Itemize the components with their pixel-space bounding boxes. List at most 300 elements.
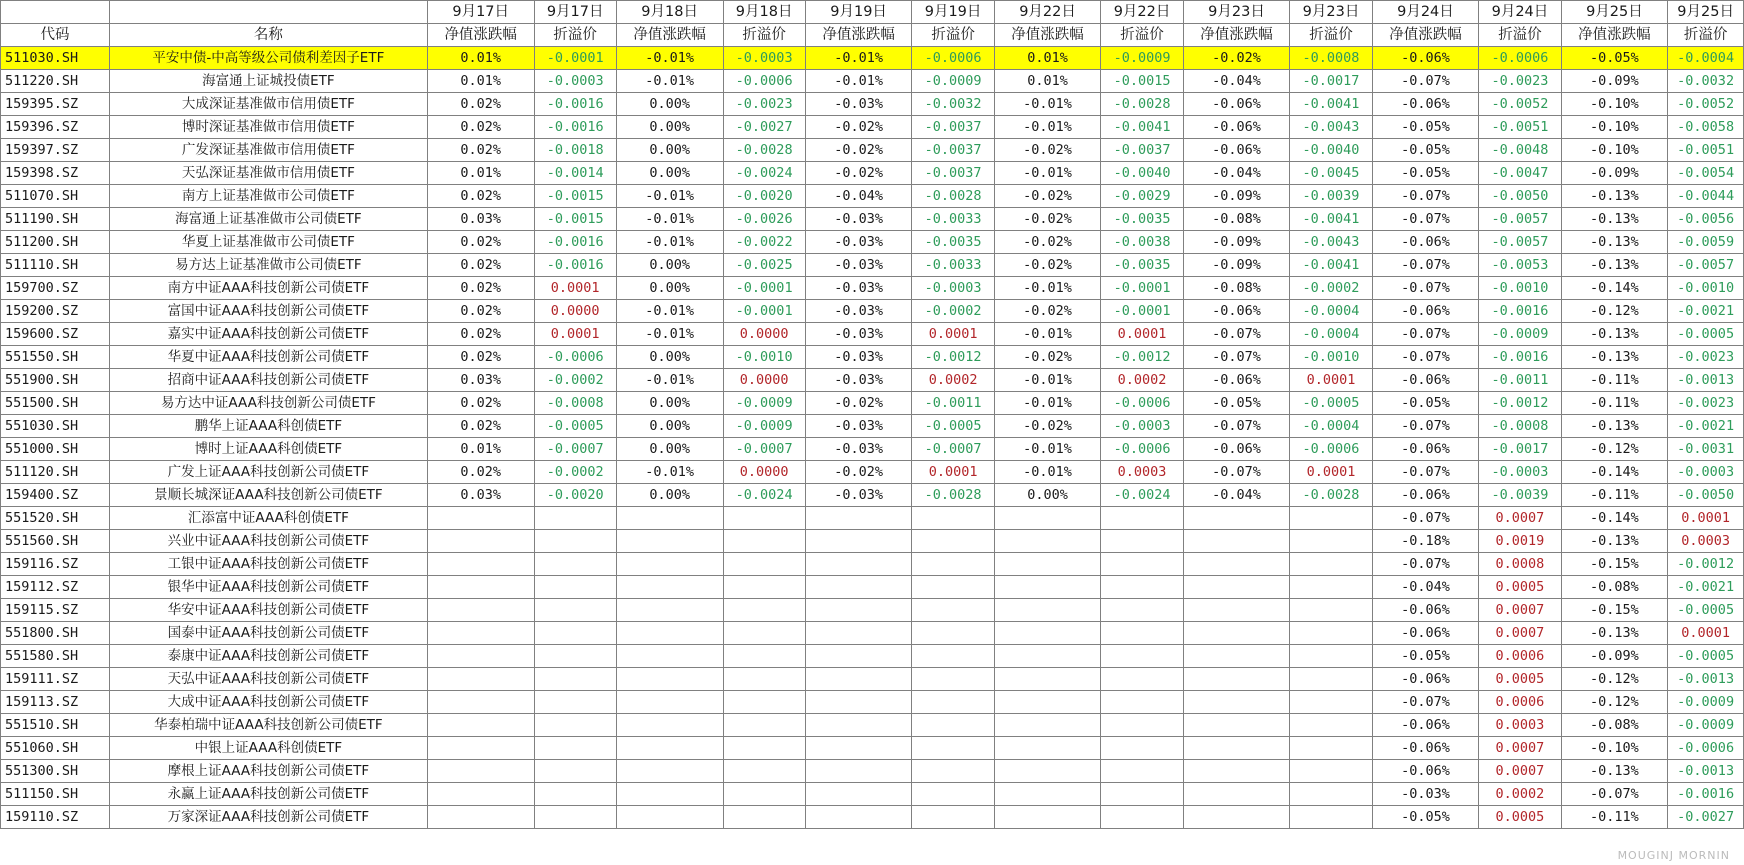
cell-nav-change[interactable] <box>616 507 723 530</box>
cell-nav-change[interactable] <box>427 760 534 783</box>
cell-nav-change[interactable] <box>427 553 534 576</box>
cell-nav-change[interactable] <box>1183 806 1290 829</box>
cell-premium[interactable] <box>1101 530 1183 553</box>
table-row[interactable] <box>1 783 1744 806</box>
cell-premium[interactable]: -0.0008 <box>1479 415 1561 438</box>
cell-nav-change[interactable]: -0.06% <box>1183 438 1290 461</box>
cell-premium[interactable] <box>723 645 805 668</box>
cell-premium[interactable]: -0.0005 <box>1668 599 1744 622</box>
cell-fund-name[interactable]: 鹏华上证AAA科创债ETF <box>109 415 427 438</box>
cell-premium[interactable]: -0.0041 <box>1290 254 1372 277</box>
cell-nav-change[interactable]: 0.01% <box>427 438 534 461</box>
cell-nav-change[interactable]: -0.07% <box>1372 254 1479 277</box>
cell-premium[interactable] <box>723 622 805 645</box>
cell-premium[interactable]: -0.0028 <box>1101 93 1183 116</box>
cell-fund-name[interactable]: 华夏中证AAA科技创新公司债ETF <box>109 346 427 369</box>
cell-nav-change[interactable] <box>616 783 723 806</box>
cell-nav-change[interactable]: -0.15% <box>1561 599 1668 622</box>
column-header-premium[interactable]: 折溢价 <box>912 24 994 47</box>
cell-premium[interactable]: -0.0002 <box>534 461 616 484</box>
table-row[interactable] <box>1 507 1744 530</box>
cell-code[interactable]: 159600.SZ <box>1 323 110 346</box>
cell-premium[interactable]: -0.0033 <box>912 254 994 277</box>
cell-premium[interactable] <box>1101 507 1183 530</box>
cell-premium[interactable]: 0.0000 <box>723 461 805 484</box>
cell-fund-name[interactable]: 广发上证AAA科技创新公司债ETF <box>109 461 427 484</box>
column-header-date[interactable]: 9月24日 <box>1479 1 1561 24</box>
cell-nav-change[interactable]: -0.07% <box>1372 461 1479 484</box>
cell-premium[interactable]: -0.0006 <box>723 70 805 93</box>
cell-premium[interactable]: -0.0051 <box>1479 116 1561 139</box>
cell-nav-change[interactable]: -0.08% <box>1183 277 1290 300</box>
cell-nav-change[interactable]: -0.06% <box>1372 231 1479 254</box>
cell-nav-change[interactable]: -0.03% <box>805 369 912 392</box>
cell-premium[interactable] <box>723 507 805 530</box>
cell-premium[interactable] <box>1290 622 1372 645</box>
cell-code[interactable]: 551300.SH <box>1 760 110 783</box>
cell-fund-name[interactable]: 华泰柏瑞中证AAA科技创新公司债ETF <box>109 714 427 737</box>
cell-premium[interactable]: -0.0010 <box>723 346 805 369</box>
cell-premium[interactable]: -0.0028 <box>912 185 994 208</box>
cell-premium[interactable]: -0.0007 <box>912 438 994 461</box>
cell-nav-change[interactable]: 0.02% <box>427 461 534 484</box>
cell-nav-change[interactable]: -0.11% <box>1561 392 1668 415</box>
cell-nav-change[interactable]: -0.07% <box>1372 185 1479 208</box>
cell-premium[interactable] <box>912 806 994 829</box>
cell-premium[interactable]: 0.0008 <box>1479 553 1561 576</box>
cell-premium[interactable]: -0.0002 <box>912 300 994 323</box>
cell-premium[interactable]: -0.0043 <box>1290 231 1372 254</box>
table-row[interactable] <box>1 392 1744 415</box>
cell-code[interactable]: 159116.SZ <box>1 553 110 576</box>
cell-premium[interactable]: 0.0007 <box>1479 507 1561 530</box>
cell-premium[interactable]: -0.0025 <box>723 254 805 277</box>
cell-premium[interactable]: 0.0003 <box>1101 461 1183 484</box>
cell-nav-change[interactable] <box>1183 714 1290 737</box>
cell-nav-change[interactable]: -0.06% <box>1183 369 1290 392</box>
cell-premium[interactable]: -0.0057 <box>1668 254 1744 277</box>
cell-nav-change[interactable]: -0.06% <box>1372 300 1479 323</box>
column-header-date[interactable]: 9月24日 <box>1372 1 1479 24</box>
cell-nav-change[interactable]: -0.02% <box>805 139 912 162</box>
cell-fund-name[interactable]: 银华中证AAA科技创新公司债ETF <box>109 576 427 599</box>
cell-nav-change[interactable] <box>616 806 723 829</box>
cell-fund-name[interactable]: 天弘深证基准做市信用债ETF <box>109 162 427 185</box>
cell-code[interactable]: 159400.SZ <box>1 484 110 507</box>
cell-nav-change[interactable]: -0.01% <box>994 438 1101 461</box>
cell-premium[interactable]: -0.0005 <box>1668 323 1744 346</box>
cell-premium[interactable]: -0.0013 <box>1668 668 1744 691</box>
cell-nav-change[interactable]: -0.10% <box>1561 93 1668 116</box>
cell-nav-change[interactable]: -0.05% <box>1372 645 1479 668</box>
cell-nav-change[interactable] <box>994 553 1101 576</box>
cell-nav-change[interactable]: -0.05% <box>1372 806 1479 829</box>
cell-code[interactable]: 159200.SZ <box>1 300 110 323</box>
cell-fund-name[interactable]: 南方中证AAA科技创新公司债ETF <box>109 277 427 300</box>
cell-nav-change[interactable] <box>427 507 534 530</box>
cell-nav-change[interactable] <box>1183 507 1290 530</box>
cell-nav-change[interactable] <box>616 599 723 622</box>
cell-code[interactable]: 159395.SZ <box>1 93 110 116</box>
cell-premium[interactable] <box>912 599 994 622</box>
cell-premium[interactable]: -0.0004 <box>1290 415 1372 438</box>
column-header-date[interactable]: 9月23日 <box>1290 1 1372 24</box>
cell-nav-change[interactable] <box>994 806 1101 829</box>
cell-premium[interactable]: 0.0001 <box>1101 323 1183 346</box>
cell-nav-change[interactable] <box>1183 737 1290 760</box>
cell-nav-change[interactable]: -0.03% <box>805 415 912 438</box>
table-row[interactable] <box>1 300 1744 323</box>
cell-nav-change[interactable]: -0.01% <box>994 392 1101 415</box>
cell-nav-change[interactable]: -0.13% <box>1561 208 1668 231</box>
cell-premium[interactable]: 0.0002 <box>912 369 994 392</box>
cell-premium[interactable]: -0.0033 <box>912 208 994 231</box>
cell-nav-change[interactable]: 0.02% <box>427 93 534 116</box>
cell-nav-change[interactable]: -0.06% <box>1183 93 1290 116</box>
cell-nav-change[interactable]: -0.02% <box>994 346 1101 369</box>
cell-premium[interactable]: -0.0028 <box>912 484 994 507</box>
cell-code[interactable]: 159110.SZ <box>1 806 110 829</box>
table-row[interactable] <box>1 691 1744 714</box>
cell-fund-name[interactable]: 博时深证基准做市信用债ETF <box>109 116 427 139</box>
cell-premium[interactable]: -0.0037 <box>912 139 994 162</box>
cell-premium[interactable] <box>723 737 805 760</box>
cell-nav-change[interactable] <box>1183 691 1290 714</box>
cell-premium[interactable] <box>1290 599 1372 622</box>
cell-premium[interactable] <box>534 576 616 599</box>
cell-nav-change[interactable]: -0.02% <box>1183 47 1290 70</box>
cell-nav-change[interactable]: -0.13% <box>1561 622 1668 645</box>
column-header-name[interactable]: 名称 <box>109 24 427 47</box>
cell-premium[interactable]: 0.0003 <box>1668 530 1744 553</box>
cell-premium[interactable]: 0.0001 <box>534 323 616 346</box>
cell-nav-change[interactable]: 0.01% <box>994 70 1101 93</box>
cell-nav-change[interactable]: -0.07% <box>1372 70 1479 93</box>
cell-nav-change[interactable]: -0.13% <box>1561 254 1668 277</box>
column-header-date[interactable]: 9月17日 <box>427 1 534 24</box>
cell-nav-change[interactable]: -0.01% <box>994 369 1101 392</box>
table-row[interactable] <box>1 47 1744 70</box>
column-header-date[interactable]: 9月18日 <box>723 1 805 24</box>
cell-premium[interactable] <box>912 783 994 806</box>
cell-premium[interactable]: -0.0009 <box>1668 714 1744 737</box>
cell-nav-change[interactable] <box>805 737 912 760</box>
table-row[interactable] <box>1 415 1744 438</box>
cell-nav-change[interactable]: -0.01% <box>994 461 1101 484</box>
cell-nav-change[interactable]: -0.02% <box>994 415 1101 438</box>
cell-premium[interactable]: -0.0050 <box>1479 185 1561 208</box>
cell-code[interactable]: 551000.SH <box>1 438 110 461</box>
cell-premium[interactable]: -0.0009 <box>1101 47 1183 70</box>
cell-premium[interactable] <box>912 737 994 760</box>
table-row[interactable] <box>1 668 1744 691</box>
cell-nav-change[interactable]: -0.01% <box>805 70 912 93</box>
cell-premium[interactable]: -0.0006 <box>534 346 616 369</box>
cell-premium[interactable] <box>912 714 994 737</box>
cell-nav-change[interactable]: -0.06% <box>1372 760 1479 783</box>
table-row[interactable] <box>1 185 1744 208</box>
cell-nav-change[interactable]: 0.02% <box>427 277 534 300</box>
cell-nav-change[interactable] <box>805 668 912 691</box>
cell-nav-change[interactable]: -0.07% <box>1372 323 1479 346</box>
column-header-nav-change[interactable]: 净值涨跌幅 <box>1183 24 1290 47</box>
cell-premium[interactable]: -0.0009 <box>912 70 994 93</box>
cell-nav-change[interactable]: -0.06% <box>1372 668 1479 691</box>
table-row[interactable] <box>1 484 1744 507</box>
cell-premium[interactable]: -0.0024 <box>723 162 805 185</box>
column-header-nav-change[interactable]: 净值涨跌幅 <box>994 24 1101 47</box>
cell-nav-change[interactable]: -0.03% <box>805 484 912 507</box>
cell-premium[interactable]: -0.0015 <box>534 185 616 208</box>
cell-premium[interactable]: -0.0002 <box>534 369 616 392</box>
cell-premium[interactable]: 0.0005 <box>1479 576 1561 599</box>
cell-premium[interactable]: -0.0024 <box>723 484 805 507</box>
cell-premium[interactable]: -0.0003 <box>723 47 805 70</box>
cell-nav-change[interactable] <box>805 507 912 530</box>
cell-code[interactable]: 159397.SZ <box>1 139 110 162</box>
cell-premium[interactable] <box>534 599 616 622</box>
cell-premium[interactable]: -0.0003 <box>1101 415 1183 438</box>
cell-fund-name[interactable]: 中银上证AAA科创债ETF <box>109 737 427 760</box>
cell-nav-change[interactable]: -0.08% <box>1561 576 1668 599</box>
cell-nav-change[interactable]: -0.03% <box>805 438 912 461</box>
cell-fund-name[interactable]: 广发深证基准做市信用债ETF <box>109 139 427 162</box>
cell-nav-change[interactable] <box>616 668 723 691</box>
cell-fund-name[interactable]: 华安中证AAA科技创新公司债ETF <box>109 599 427 622</box>
cell-nav-change[interactable]: 0.03% <box>427 208 534 231</box>
cell-fund-name[interactable]: 海富通上证城投债ETF <box>109 70 427 93</box>
cell-premium[interactable]: -0.0011 <box>912 392 994 415</box>
cell-nav-change[interactable]: -0.07% <box>1183 415 1290 438</box>
cell-premium[interactable]: 0.0007 <box>1479 622 1561 645</box>
cell-premium[interactable] <box>1290 507 1372 530</box>
cell-premium[interactable]: 0.0007 <box>1479 760 1561 783</box>
cell-nav-change[interactable] <box>994 783 1101 806</box>
table-row[interactable] <box>1 622 1744 645</box>
cell-premium[interactable]: -0.0021 <box>1668 300 1744 323</box>
cell-nav-change[interactable]: -0.05% <box>1372 162 1479 185</box>
cell-nav-change[interactable]: 0.01% <box>427 70 534 93</box>
cell-nav-change[interactable]: -0.07% <box>1183 323 1290 346</box>
cell-premium[interactable]: -0.0020 <box>723 185 805 208</box>
cell-premium[interactable]: -0.0041 <box>1290 208 1372 231</box>
cell-fund-name[interactable]: 工银中证AAA科技创新公司债ETF <box>109 553 427 576</box>
cell-premium[interactable] <box>1101 599 1183 622</box>
cell-nav-change[interactable]: -0.11% <box>1561 484 1668 507</box>
cell-nav-change[interactable] <box>805 760 912 783</box>
cell-nav-change[interactable]: 0.00% <box>616 254 723 277</box>
cell-nav-change[interactable]: 0.03% <box>427 369 534 392</box>
cell-nav-change[interactable]: -0.06% <box>1183 139 1290 162</box>
cell-premium[interactable] <box>1290 737 1372 760</box>
cell-premium[interactable] <box>723 553 805 576</box>
column-header-code[interactable]: 代码 <box>1 24 110 47</box>
cell-nav-change[interactable] <box>1183 599 1290 622</box>
column-header-date[interactable]: 9月22日 <box>994 1 1101 24</box>
cell-nav-change[interactable] <box>616 760 723 783</box>
cell-nav-change[interactable]: -0.13% <box>1561 760 1668 783</box>
cell-premium[interactable]: 0.0006 <box>1479 645 1561 668</box>
cell-nav-change[interactable]: -0.13% <box>1561 323 1668 346</box>
cell-nav-change[interactable]: -0.02% <box>994 300 1101 323</box>
cell-premium[interactable] <box>1290 714 1372 737</box>
cell-premium[interactable]: 0.0005 <box>1479 806 1561 829</box>
cell-nav-change[interactable]: -0.05% <box>1372 139 1479 162</box>
cell-premium[interactable]: -0.0007 <box>534 438 616 461</box>
cell-nav-change[interactable]: 0.03% <box>427 484 534 507</box>
cell-nav-change[interactable] <box>994 645 1101 668</box>
cell-nav-change[interactable] <box>805 530 912 553</box>
cell-nav-change[interactable] <box>427 806 534 829</box>
cell-code[interactable]: 159113.SZ <box>1 691 110 714</box>
cell-fund-name[interactable]: 博时上证AAA科创债ETF <box>109 438 427 461</box>
cell-nav-change[interactable]: -0.02% <box>805 116 912 139</box>
cell-premium[interactable]: 0.0002 <box>1479 783 1561 806</box>
column-header-date[interactable]: 9月18日 <box>616 1 723 24</box>
cell-premium[interactable] <box>1101 576 1183 599</box>
cell-premium[interactable] <box>1101 714 1183 737</box>
cell-premium[interactable]: -0.0032 <box>1668 70 1744 93</box>
cell-nav-change[interactable]: -0.01% <box>994 162 1101 185</box>
cell-premium[interactable]: -0.0037 <box>912 162 994 185</box>
cell-nav-change[interactable]: -0.13% <box>1561 185 1668 208</box>
cell-premium[interactable] <box>912 530 994 553</box>
cell-nav-change[interactable] <box>805 599 912 622</box>
cell-nav-change[interactable]: -0.15% <box>1561 553 1668 576</box>
cell-nav-change[interactable]: -0.10% <box>1561 116 1668 139</box>
cell-premium[interactable]: -0.0015 <box>1101 70 1183 93</box>
table-row[interactable] <box>1 645 1744 668</box>
table-row[interactable] <box>1 760 1744 783</box>
cell-premium[interactable]: 0.0019 <box>1479 530 1561 553</box>
cell-premium[interactable]: -0.0035 <box>1101 208 1183 231</box>
cell-premium[interactable]: 0.0001 <box>534 277 616 300</box>
cell-nav-change[interactable] <box>1183 668 1290 691</box>
cell-nav-change[interactable]: -0.02% <box>994 185 1101 208</box>
cell-nav-change[interactable]: -0.14% <box>1561 507 1668 530</box>
cell-nav-change[interactable] <box>994 668 1101 691</box>
cell-nav-change[interactable]: -0.01% <box>616 300 723 323</box>
cell-premium[interactable] <box>534 553 616 576</box>
cell-premium[interactable] <box>723 783 805 806</box>
table-row[interactable] <box>1 162 1744 185</box>
cell-premium[interactable]: 0.0002 <box>1101 369 1183 392</box>
cell-code[interactable]: 159396.SZ <box>1 116 110 139</box>
cell-nav-change[interactable] <box>1183 760 1290 783</box>
cell-nav-change[interactable]: -0.07% <box>1372 553 1479 576</box>
cell-nav-change[interactable]: -0.07% <box>1183 346 1290 369</box>
cell-nav-change[interactable] <box>616 714 723 737</box>
cell-nav-change[interactable] <box>994 530 1101 553</box>
cell-premium[interactable]: -0.0006 <box>1101 392 1183 415</box>
cell-premium[interactable]: 0.0000 <box>723 323 805 346</box>
table-row[interactable] <box>1 346 1744 369</box>
cell-nav-change[interactable]: -0.06% <box>1372 714 1479 737</box>
cell-nav-change[interactable]: -0.13% <box>1561 415 1668 438</box>
cell-nav-change[interactable]: -0.02% <box>994 254 1101 277</box>
cell-premium[interactable]: -0.0001 <box>1101 277 1183 300</box>
cell-nav-change[interactable]: -0.06% <box>1372 438 1479 461</box>
cell-nav-change[interactable] <box>427 737 534 760</box>
cell-premium[interactable]: -0.0004 <box>1668 47 1744 70</box>
cell-premium[interactable]: -0.0020 <box>534 484 616 507</box>
cell-fund-name[interactable]: 大成中证AAA科技创新公司债ETF <box>109 691 427 714</box>
cell-premium[interactable]: 0.0001 <box>912 323 994 346</box>
cell-premium[interactable]: -0.0005 <box>534 415 616 438</box>
cell-premium[interactable] <box>912 622 994 645</box>
cell-nav-change[interactable]: -0.12% <box>1561 668 1668 691</box>
cell-premium[interactable]: -0.0050 <box>1668 484 1744 507</box>
cell-premium[interactable] <box>723 576 805 599</box>
table-row[interactable] <box>1 116 1744 139</box>
cell-premium[interactable] <box>1290 783 1372 806</box>
cell-premium[interactable]: -0.0009 <box>723 392 805 415</box>
cell-nav-change[interactable] <box>427 622 534 645</box>
cell-premium[interactable]: -0.0056 <box>1668 208 1744 231</box>
cell-nav-change[interactable] <box>805 645 912 668</box>
column-header-nav-change[interactable]: 净值涨跌幅 <box>616 24 723 47</box>
cell-nav-change[interactable] <box>616 576 723 599</box>
cell-premium[interactable] <box>912 668 994 691</box>
cell-premium[interactable]: -0.0026 <box>723 208 805 231</box>
cell-premium[interactable]: -0.0057 <box>1479 231 1561 254</box>
cell-premium[interactable]: -0.0038 <box>1101 231 1183 254</box>
cell-premium[interactable]: -0.0009 <box>1479 323 1561 346</box>
column-header-nav-change[interactable]: 净值涨跌幅 <box>427 24 534 47</box>
cell-premium[interactable]: -0.0052 <box>1479 93 1561 116</box>
cell-nav-change[interactable]: -0.02% <box>994 208 1101 231</box>
cell-nav-change[interactable] <box>805 783 912 806</box>
cell-nav-change[interactable]: -0.03% <box>805 231 912 254</box>
cell-code[interactable]: 551580.SH <box>1 645 110 668</box>
cell-nav-change[interactable]: -0.06% <box>1183 300 1290 323</box>
cell-nav-change[interactable]: -0.11% <box>1561 369 1668 392</box>
cell-premium[interactable]: -0.0007 <box>723 438 805 461</box>
cell-premium[interactable] <box>1290 691 1372 714</box>
cell-premium[interactable] <box>534 760 616 783</box>
cell-code[interactable]: 551060.SH <box>1 737 110 760</box>
cell-nav-change[interactable]: -0.06% <box>1372 369 1479 392</box>
table-row[interactable] <box>1 576 1744 599</box>
cell-nav-change[interactable]: -0.01% <box>994 116 1101 139</box>
cell-premium[interactable] <box>1101 737 1183 760</box>
cell-fund-name[interactable]: 天弘中证AAA科技创新公司债ETF <box>109 668 427 691</box>
table-row[interactable] <box>1 139 1744 162</box>
cell-premium[interactable]: -0.0039 <box>1290 185 1372 208</box>
cell-nav-change[interactable]: -0.01% <box>616 369 723 392</box>
cell-premium[interactable]: -0.0022 <box>723 231 805 254</box>
cell-nav-change[interactable] <box>805 553 912 576</box>
cell-premium[interactable]: -0.0001 <box>723 300 805 323</box>
cell-nav-change[interactable]: -0.08% <box>1561 714 1668 737</box>
cell-premium[interactable] <box>534 507 616 530</box>
cell-nav-change[interactable]: 0.01% <box>427 162 534 185</box>
cell-nav-change[interactable]: -0.06% <box>1183 116 1290 139</box>
cell-premium[interactable]: 0.0001 <box>1290 461 1372 484</box>
cell-nav-change[interactable]: -0.03% <box>1372 783 1479 806</box>
cell-premium[interactable]: -0.0006 <box>1101 438 1183 461</box>
cell-nav-change[interactable]: -0.10% <box>1561 139 1668 162</box>
cell-nav-change[interactable] <box>994 737 1101 760</box>
cell-premium[interactable]: 0.0007 <box>1479 737 1561 760</box>
cell-nav-change[interactable]: 0.02% <box>427 185 534 208</box>
cell-nav-change[interactable]: -0.12% <box>1561 691 1668 714</box>
cell-premium[interactable]: -0.0005 <box>1668 645 1744 668</box>
cell-premium[interactable]: -0.0016 <box>1479 346 1561 369</box>
cell-nav-change[interactable]: 0.02% <box>427 254 534 277</box>
cell-premium[interactable]: 0.0000 <box>534 300 616 323</box>
table-row[interactable] <box>1 369 1744 392</box>
